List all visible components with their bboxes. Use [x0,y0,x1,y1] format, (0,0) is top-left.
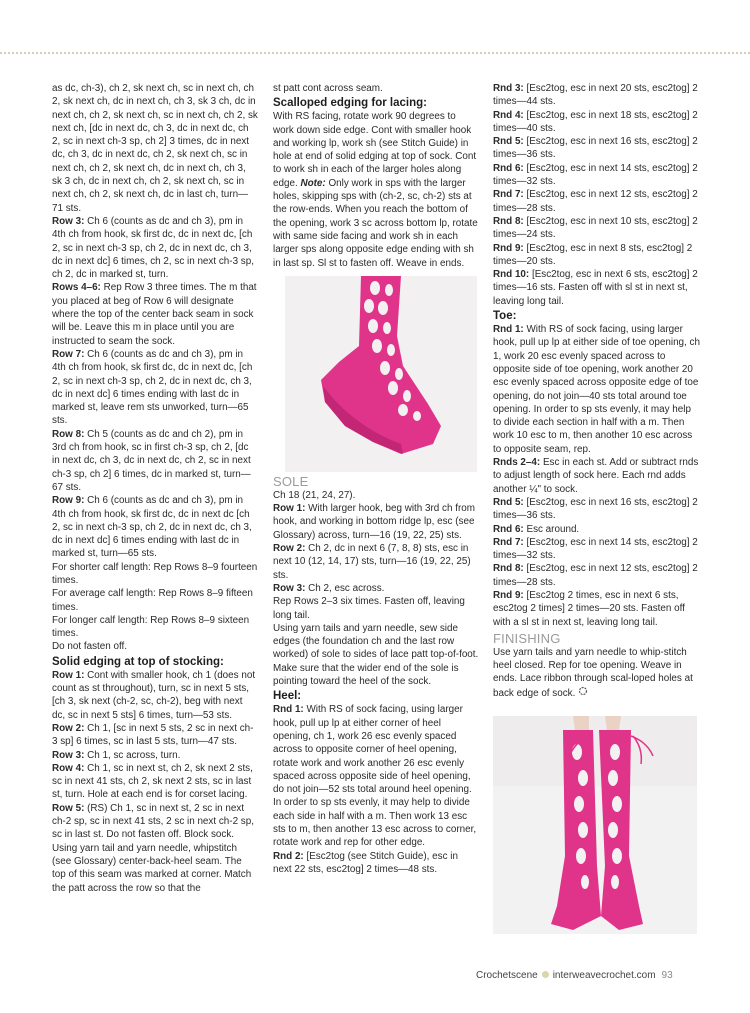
row-text: [Esc2tog, esc in next 14 sts, esc2tog] 2 times—32 sts. [493,536,698,562]
row-text: [Esc2tog, esc in next 14 sts, esc2tog] 2 times—32 sts. [493,162,698,188]
row-text: [Esc2tog, esc in next 20 sts, esc2tog] 2 times—44 sts. [493,83,698,108]
row-text: Ch 1, sc across, turn. [84,749,181,761]
sole-row-3 [273,582,479,595]
row-text: Ch 6 (counts as dc and ch 3), pm in 4th ch from hook, sk first dc, dc in next dc, [ch 2, sc in next ch-3 sp, ch 2, dc in next dc, ch 3, dc in next dc] 6 times, ch 2, sc in next ch-3 sp, ch 2, dc in marked st, turn. [52,215,254,281]
row-label: Rnd 9: [493,242,524,254]
row-text: Ch 6 (counts as dc and ch 3), pm in 4th ch from hook, sk first dc, dc in next dc, [ch 2, sc in next ch-3 sp, ch 2, dc in next dc, ch 3, dc in next dc] 6 times ending with last dc in marked st, leave rem sts unworked, turn—65 sts. [52,348,253,427]
row-text: [Esc2tog, esc in next 12 sts, esc2tog] 2 times—28 sts. [493,563,698,588]
row-label: Rnd 3: [493,83,524,94]
note-label: Note: [300,177,326,189]
paragraph: st patt cont across seam. [273,83,383,94]
instruction-row-7 [52,348,258,428]
toe-rnd-6 [493,523,700,536]
row-label: Rnd 4: [493,109,524,121]
row-text: Esc around. [523,523,580,535]
instruction-row-8 [52,428,258,494]
knee-socks-image [493,716,697,934]
edging-row-1 [52,669,258,722]
row-label: Rnd 8: [493,563,524,575]
toe-rnd-1 [493,323,700,456]
toe-rnds-2-4 [493,456,700,496]
row-label: Row 3: [273,582,306,594]
edging-row-4 [52,762,258,802]
row-text: [Esc2tog (see Stitch Guide), esc in next 22 sts, esc2tog] 2 times—48 sts. [273,850,458,875]
text: Only work in sps with the larger holes, skipping sps with (ch-2, sc, ch-2) sts at the row-ends. When you reach the bottom of the opening, work 3 sc across bottom lp, rotate with same side facing and work sh in each larger sps along opposite edge ending with sh in last sp. Sl st to fasten off. Weave in ends. [273,177,478,269]
row-label: Row 3: [52,215,85,227]
row-text: [Esc2tog, esc in next 8 sts, esc2tog] 2 times—20 sts. [493,242,693,267]
paragraph: as dc, ch-3), ch 2, sk next ch, sc in next ch, ch 2, sk next ch, dc in next ch, ch 3, sk 3 ch, dc in next ch, ch 2, sk next ch, sc in next ch, ch 2, sk next ch, [dc in next dc, ch 3, dc in next dc, ch 2, sc in next ch-3 sp, ch 2] 3 times, dc in next dc, ch 3, dc in next dc, ch 2, sk next ch, sc in next ch, ch 2, sk next ch, dc in next ch, ch 3, sk 3 ch, dc in next ch, ch 2, sk next ch, sc in next ch, ch 2, sk next ch, dc in last ch, turn—71 sts. [52,83,258,214]
paragraph: Do not fasten off. [52,641,128,653]
row-text: (RS) Ch 1, sc in next st, 2 sc in next ch-2 sp, sc in next 41 sts, 2 sc in next ch-2 sp, sc in last st. Do not fasten off. Block sock. [52,802,254,841]
page-footer [476,970,673,981]
row-label: Row 2: [52,722,85,734]
size-note-shorter: For shorter calf length: Rep Rows 8–9 fourteen times. [52,561,258,586]
website: interweavecrochet.com [552,970,656,981]
size-note-longer: For longer calf length: Rep Rows 8–9 sixteen times. [52,614,250,640]
sole-row-1 [273,502,479,542]
row-label: Row 5: [52,802,85,814]
heel-rnd-6 [493,162,700,189]
toe-rnd-5 [493,496,700,523]
heel-rnd-3 [493,82,700,109]
section-title-finishing: FINISHING [493,630,561,646]
row-text: Ch 2, dc in next 6 (7, 8, 8) sts, esc in next 10 (12, 14, 17) sts, turn—16 (19, 22, 25) sts. [273,543,471,581]
page-number: 93 [661,970,673,981]
row-label: Rnd 2: [273,850,304,862]
heel-rnd-8 [493,215,700,242]
row-text: [Esc2tog, esc in next 12 sts, esc2tog] 2 times—28 sts. [493,189,698,214]
row-text: With RS of sock facing, using larger hook, pull up lp at either side of toe opening, ch 1, work 20 esc evenly spaced across to opposite side of toe opening, work another 20 esc evenly spaced across opposite edge of toe opening, do not join—40 sts total around toe opening. In order to sp sts evenly, it may help to divide each section in half with a m. Then work 10 esc to m, then another 10 esc across to opposite seam, rep. [493,324,700,455]
knee-socks-photo [493,716,697,934]
row-label: Row 8: [52,428,85,440]
section-title-sole: SOLE [273,473,309,489]
sole-row-2 [273,542,479,582]
heel-rnd-4 [493,109,700,136]
paragraph: Using yarn tail and yarn needle, whipstitch (see Glossary) center-back-heel seam. The top of this seam was marked at corner. Match the patt across the row so that the [52,842,252,894]
row-label: Rnd 1: [273,704,304,716]
heel-rnd-2 [273,850,479,877]
magazine-name: Crochetscene [476,970,538,981]
paragraph: Using yarn tails and yarn needle, sew side edges (the foundation ch and the last row worked) of sole to sides of lace patt top-of-foot. Make sure that the wider end of the sole is pointing toward the heel of the sock. [273,622,479,688]
row-label: Rnd 7: [493,536,524,548]
subheading-heel: Heel: [273,690,302,703]
instruction-rows-4-6 [52,281,258,347]
subheading-toe: Toe: [493,310,517,323]
row-label: Rnd 1: [493,324,524,336]
toe-rnd-7 [493,536,700,563]
column-1 [52,82,258,895]
row-text: Esc in each st. Add or subtract rnds to adjust length of sock here. Each rnd adds another ¼" to sock. [493,457,699,495]
row-text: Ch 1, sc in next st, ch 2, sk next 2 sts, sc in next 41 sts, ch 2, sk next 2 sts, sc in last st, turn. Hole at each end is for corset lacing. [52,762,253,801]
row-text: With RS of sock facing, using larger hook, pull up lp at either corner of heel opening, ch 1, work 26 esc evenly spaced across to opposite corner of heel opening, rotate work and work another 26 esc evenly spaced across opposite side of heel opening, do not join—52 sts total around heel opening. In order to sp sts evenly, it may help to divide each side in half with a m. Then work 13 esc sts to m, then another 13 esc across to corner, rotate work and rep for other edge. [273,704,477,849]
finishing-paragraph [493,646,700,700]
instruction-row-3 [52,215,258,281]
row-label: Rows 4–6: [52,282,101,294]
toe-rnd-8 [493,562,700,589]
sock-foot-image [273,276,477,472]
top-dotted-rule [0,52,750,54]
edging-row-3 [52,749,258,762]
row-label: Rnd 10: [493,269,530,281]
sole-chain-count: Ch 18 (21, 24, 27). [273,489,356,501]
instruction-row-9 [52,494,258,560]
row-text: Ch 2, esc across. [305,582,385,594]
row-label: Row 4: [52,762,85,774]
heel-rnd-7 [493,188,700,215]
row-text: Ch 5 (counts as dc and ch 2), pm in 3rd ch from hook, sc in first ch-3 sp, ch 2, [dc in next dc, ch 3, dc in next dc, ch 2, sc in next ch-3 sp, ch 2] 6 times, dc in marked st, turn—67 sts. [52,428,251,493]
row-text: [Esc2tog, esc in next 6 sts, esc2tog] 2 times—16 sts. Fasten off with sl st in next st, leaving long tail. [493,269,698,307]
row-label: Rnd 9: [493,589,524,601]
row-label: Row 9: [52,495,85,507]
column-2 [273,82,479,876]
row-text: [Esc2tog 2 times, esc in next 6 sts, esc2tog 2 times] 2 times—20 sts. Fasten off with a sl st in next st, leaving long tail. [493,589,685,628]
row-label: Rnd 7: [493,189,524,201]
heel-rnd-5 [493,135,700,162]
row-label: Rnd 8: [493,215,524,227]
edging-row-2 [52,722,258,749]
text: With RS facing, rotate work 90 degrees to work down side edge. Cont with smaller hook and working lp, work sh (see Stitch Guide) in hole at end of solid edging at top of sock. Cont to work sh in each of the larger holes along edge. [273,111,477,189]
row-label: Row 3: [52,749,85,761]
column-3 [493,82,700,936]
row-label: Rnd 5: [493,136,524,148]
row-label: Rnd 6: [493,162,524,174]
paragraph [273,110,479,270]
footer-dot-icon [542,971,549,978]
row-label: Rnd 6: [493,523,524,535]
row-label: Rnds 2–4: [493,457,541,469]
heel-rnd-9 [493,242,700,269]
toe-rnd-9 [493,589,700,629]
row-text: Ch 6 (counts as dc and ch 3), pm in 4th ch from hook, sk first dc, dc in next dc [ch 2, sc in next ch-3 sp, ch 2, dc in next dc, ch 3, dc in next dc] 6 times ending with last dc in marked st, turn—65 sts. [52,495,252,560]
subheading-solid-edging: Solid edging at top of stocking: [52,655,224,668]
size-note-average: For average calf length: Rep Rows 8–9 fifteen times. [52,588,253,613]
heel-rnd-1 [273,703,479,849]
row-label: Row 2: [273,543,306,555]
row-text: [Esc2tog, esc in next 10 sts, esc2tog] 2 times—24 sts. [493,215,698,241]
row-text: Rep Row 3 three times. The m that you placed at beg of Row 6 will designate where the top of the center back seam in sock will be. Leave this m in place until you are instructed to seam the sock. [52,282,257,347]
row-text: Cont with smaller hook, ch 1 (does not count as st throughout), turn, sc in next 5 sts, [ch 3, sk next (ch-2, sc, ch-2), beg with next dc, sc in next 5 sts] 6 times, turn—53 sts. [52,669,256,721]
row-label: Row 1: [273,503,306,515]
subheading-scalloped-edging: Scalloped edging for lacing: [273,97,427,110]
text: Use yarn tails and yarn needle to whip-stitch heel closed. Rep for toe opening. Weave in ends. Lace ribbon through scal-loped holes at back edge of sock. [493,646,693,699]
sock-foot-photo [273,276,477,472]
end-of-article-icon [578,686,588,700]
row-text: [Esc2tog, esc in next 16 sts, esc2tog] 2 times—36 sts. [493,496,698,522]
paragraph: Rep Rows 2–3 six times. Fasten off, leaving long tail. [273,596,465,621]
row-label: Row 7: [52,348,85,360]
row-text: With larger hook, beg with 3rd ch from hook, and working in bottom ridge lp, esc (see Glossary) across, turn—16 (19, 22, 25) sts. [273,503,475,541]
row-label: Rnd 5: [493,496,524,508]
row-text: [Esc2tog, esc in next 18 sts, esc2tog] 2 times—40 sts. [493,109,698,134]
heel-rnd-10 [493,268,700,308]
row-text: Ch 1, [sc in next 5 sts, 2 sc in next ch-3 sp] 6 times, sc in last 5 sts, turn—47 sts. [52,722,254,748]
row-label: Row 1: [52,669,85,681]
edging-row-5 [52,802,258,842]
row-text: [Esc2tog, esc in next 16 sts, esc2tog] 2 times—36 sts. [493,136,698,161]
